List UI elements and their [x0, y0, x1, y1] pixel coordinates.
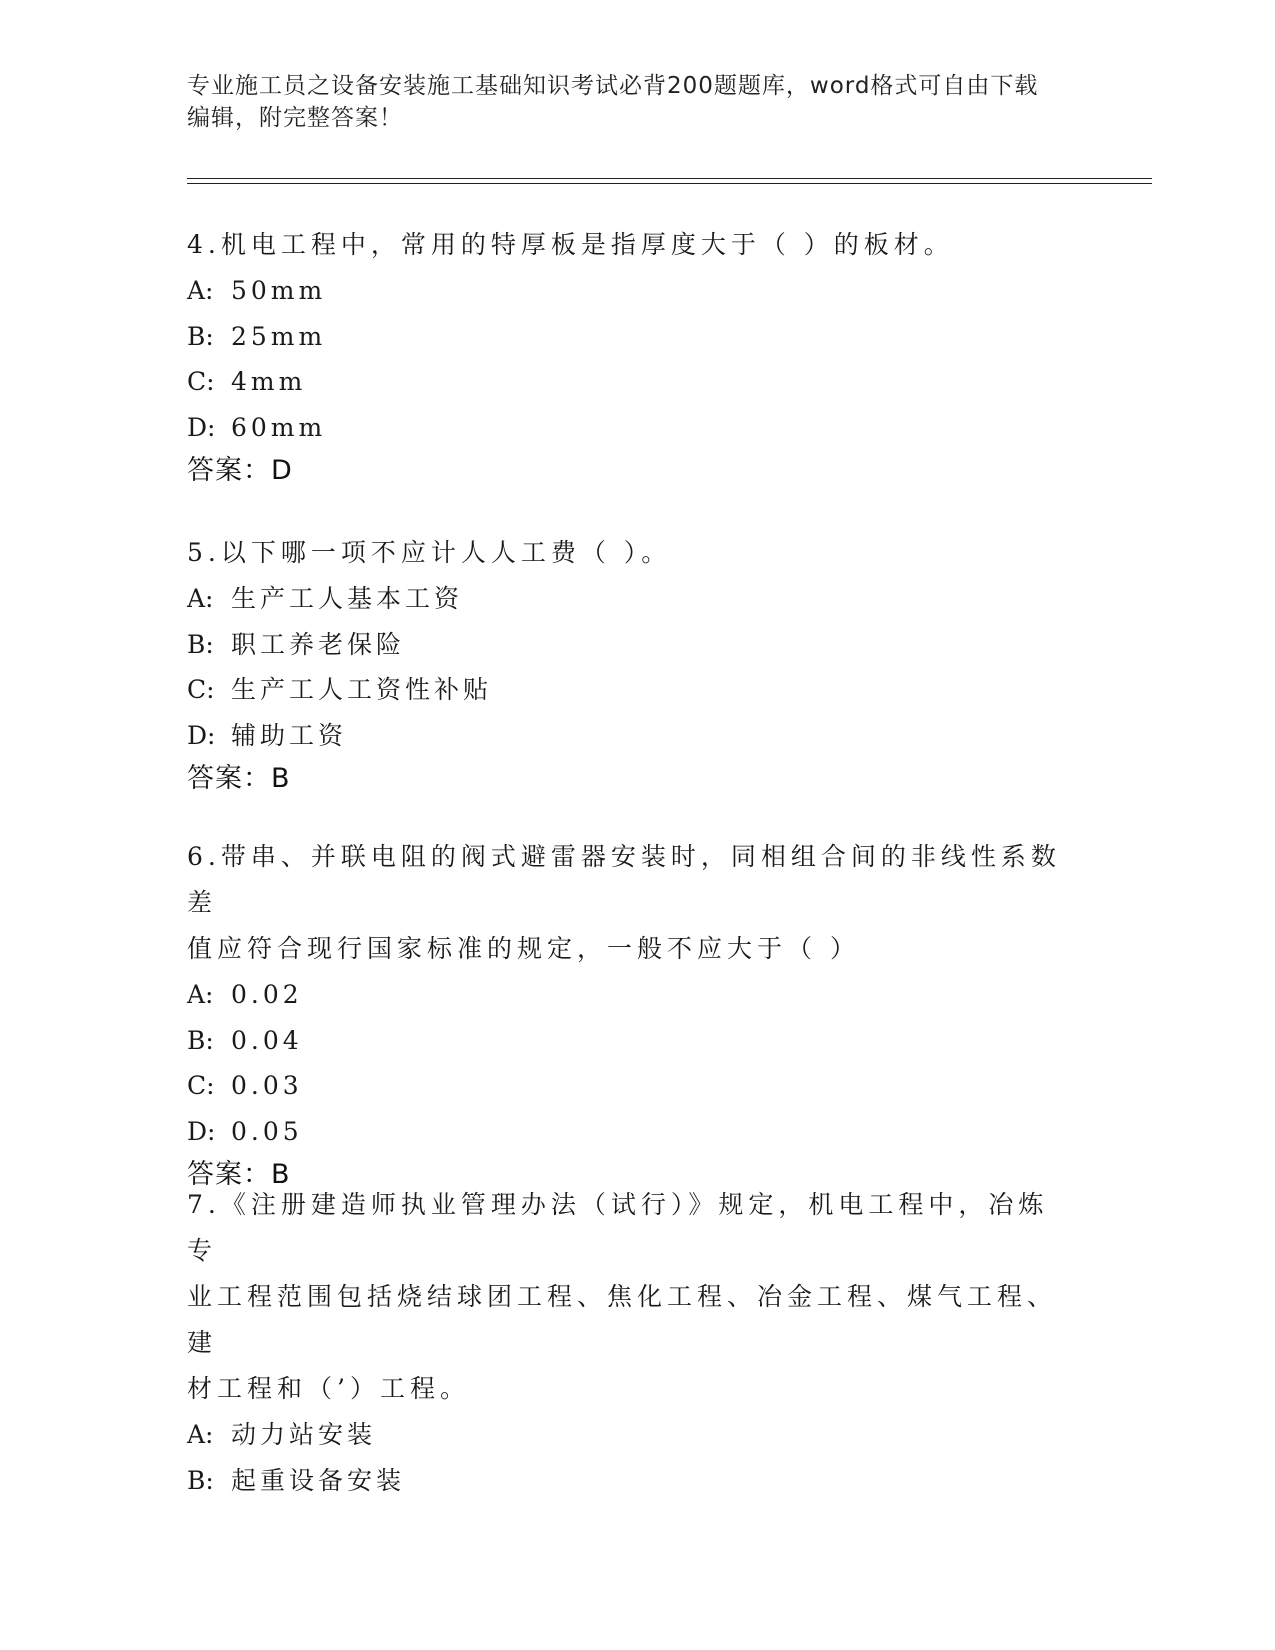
option-key: D:: [187, 412, 216, 442]
option-d: [187, 405, 1067, 451]
option-text: 0.02: [231, 980, 303, 1009]
option-text: 生产工人基本工资: [231, 584, 464, 613]
answer-line: 答案：D: [187, 455, 293, 486]
option-d: [187, 713, 1067, 759]
option-key: A:: [187, 584, 214, 613]
option-key: D:: [187, 1116, 216, 1146]
option-text: 0.04: [231, 1025, 303, 1055]
option-key: B:: [187, 1025, 214, 1055]
option-a: [187, 576, 1067, 622]
option-key: A:: [187, 980, 214, 1009]
question-stem: 业工程范围包括烧结球团工程、焦化工程、冶金工程、煤气工程、建: [187, 1282, 1058, 1357]
option-key: D:: [187, 720, 216, 750]
option-text: 50mm: [231, 276, 327, 305]
option-text: 60mm: [231, 412, 327, 442]
option-b: [187, 622, 1067, 668]
option-key: B:: [187, 629, 214, 659]
option-key: C:: [187, 367, 215, 396]
answer-line: 答案：B: [187, 763, 291, 794]
option-text: 生产工人工资性补贴: [231, 675, 493, 704]
header-line-2: 编辑，附完整答案！: [187, 105, 403, 131]
question-4: [187, 222, 1067, 492]
question-stem: 6.带串、并联电阻的阀式避雷器安装时，同相组合间的非线性系数差: [187, 842, 1061, 917]
question-stem: 5.以下哪一项不应计人人工费（ ）。: [187, 538, 672, 567]
option-key: B:: [187, 1465, 214, 1495]
question-stem: 值应符合现行国家标准的规定，一般不应大于（ ）: [187, 934, 860, 963]
option-a: [187, 1412, 1067, 1458]
question-6: [187, 834, 1067, 1196]
option-key: C:: [187, 1071, 215, 1100]
option-key: A:: [187, 1420, 214, 1449]
option-text: 动力站安装: [231, 1420, 377, 1449]
option-a: [187, 972, 1067, 1018]
option-text: 0.03: [231, 1071, 303, 1100]
answer-line: 答案：B: [187, 1159, 291, 1190]
option-b: [187, 1018, 1067, 1064]
option-d: [187, 1109, 1067, 1155]
question-5: [187, 530, 1067, 800]
option-text: 起重设备安装: [231, 1465, 406, 1495]
option-text: 职工养老保险: [231, 629, 406, 659]
document-header: [187, 70, 1067, 134]
option-text: 4mm: [231, 367, 307, 396]
option-b: [187, 314, 1067, 360]
option-text: 25mm: [231, 321, 327, 351]
option-b: [187, 1458, 1067, 1504]
option-key: B:: [187, 321, 214, 351]
option-text: 0.05: [231, 1116, 303, 1146]
header-line-1: 专业施工员之设备安装施工基础知识考试必背200题题库，word格式可自由下载: [187, 73, 1039, 99]
option-c: [187, 1063, 1067, 1109]
header-divider: [187, 178, 1152, 184]
question-7: [187, 1182, 1067, 1503]
option-text: 辅助工资: [231, 720, 348, 750]
question-stem: 7.《注册建造师执业管理办法（试行）》规定，机电工程中，冶炼专: [187, 1190, 1049, 1265]
option-c: [187, 359, 1067, 405]
option-c: [187, 667, 1067, 713]
option-a: [187, 268, 1067, 314]
question-stem: 4.机电工程中，常用的特厚板是指厚度大于（ ）的板材。: [187, 230, 954, 259]
question-stem: 材工程和（’）工程。: [187, 1374, 470, 1403]
option-key: C:: [187, 675, 215, 704]
option-key: A:: [187, 276, 214, 305]
